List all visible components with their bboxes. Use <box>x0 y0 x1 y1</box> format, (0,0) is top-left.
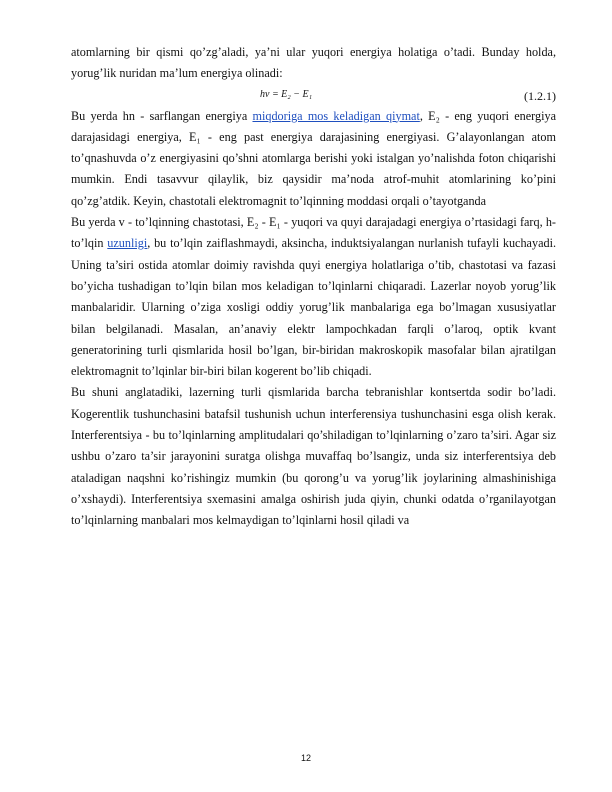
document-body <box>71 42 556 532</box>
link-uzunligi[interactable]: uzunligi <box>107 236 148 251</box>
page-number: 12 <box>300 753 311 763</box>
paragraph-2-text-start: Bu yerda hn - sarflangan energiya <box>71 108 253 123</box>
equation-formula: hν = E₂ − E₁ <box>260 88 313 100</box>
paragraph-3-text-start: Bu yerda v - to’lqinning chastotasi, E₂ - E₁ - yuqori va quyi darajadagi energiya o’rtasidagi farq, h- to’lqin <box>71 215 556 251</box>
link-miqdoriga[interactable]: miqdoriga mos keladigan qiymat <box>252 108 420 123</box>
paragraph-4: Bu shuni anglatadiki, lazerning turli qismlarida barcha tebranishlar kontsertda sodir bo’ladi. Kogerentlik tushunchasini batafsil tushunish uchun interferensiya tushunchasini esga olish kerak. Interferentsiya - bu to’lqinlarning amplitudalari qo’shiladigan to’lqinlarning o’zaro ta’siri. Agar siz ushbu o’zaro ta’sir jarayonini suratga olishga muvaffaq bo’lsangiz, unda siz interferentsiya deb ataladigan naqshni ko’rishingiz mumkin (bu qorong’u va yorug’lik joylarining almashinishiga o’xshaydi). Interferentsiya sxemasini amalga oshirish juda qiyin, chunki odatda o’rganilayotgan to’lqinlarning manbalari mos kelmaydigan to’lqinlarni hosil qiladi va <box>71 385 556 528</box>
paragraph-3-text-end: , bu to’lqin zaiflashmaydi, aksincha, induktsiyalangan nurlanish tufayli kuchayadi. Uning ta’siri ostida atomlar doimiy ravishda quyi energiya holatlariga o’tib, chastotasi va fazasi bo’yicha tushadigan to’lqin bilan mos keladigan to’lqinlarni chiqaradi. Lazerlar noyob yorug’lik manbalaridir. Ularning o’ziga xosligi oddiy yorug’lik manbalariga ega bo’lmagan xususiyatlar bilan belgilanadi. Masalan, an’anaviy elektr lampochkadan farqli o’laroq, optik kvant generatorining turli qismlarida hosil bo’lgan, bir-biridan makroskopik masofalar bilan ajratilgan elektromagnit to’lqinlar bir-biri bilan kogerent bo’lib chiqadi. <box>71 236 557 379</box>
equation-block <box>71 85 556 106</box>
paragraph-2 <box>71 106 556 212</box>
paragraph-2-text-end: , E₂ - eng yuqori energiya darajasidagi energiya, E₁ - eng past energiya darajasining energiyasi. G’alayonlangan atom to’qnashuvda o’z energiyasini qo’shni atomlarga berishi yoki istalgan yo’nalishda foton chiqarishi mumkin. Endi tasavvur qilaylik, biz qaysidir ma’noda atrof-muhit atomlarining ko’pini qo’zg’atdik. Keyin, chastotali elektromagnit to’lqinning moddasi orqali o’tayotganda <box>71 108 556 208</box>
equation-number: (1.2.1) <box>524 88 556 103</box>
paragraph-1: atomlarning bir qismi qo’zg’aladi, ya’ni ular yuqori energiya holatiga o’tadi. Bunday holda, yorug’lik nuridan ma’lum energiya olinadi: <box>71 45 556 81</box>
paragraph-3 <box>71 212 556 382</box>
